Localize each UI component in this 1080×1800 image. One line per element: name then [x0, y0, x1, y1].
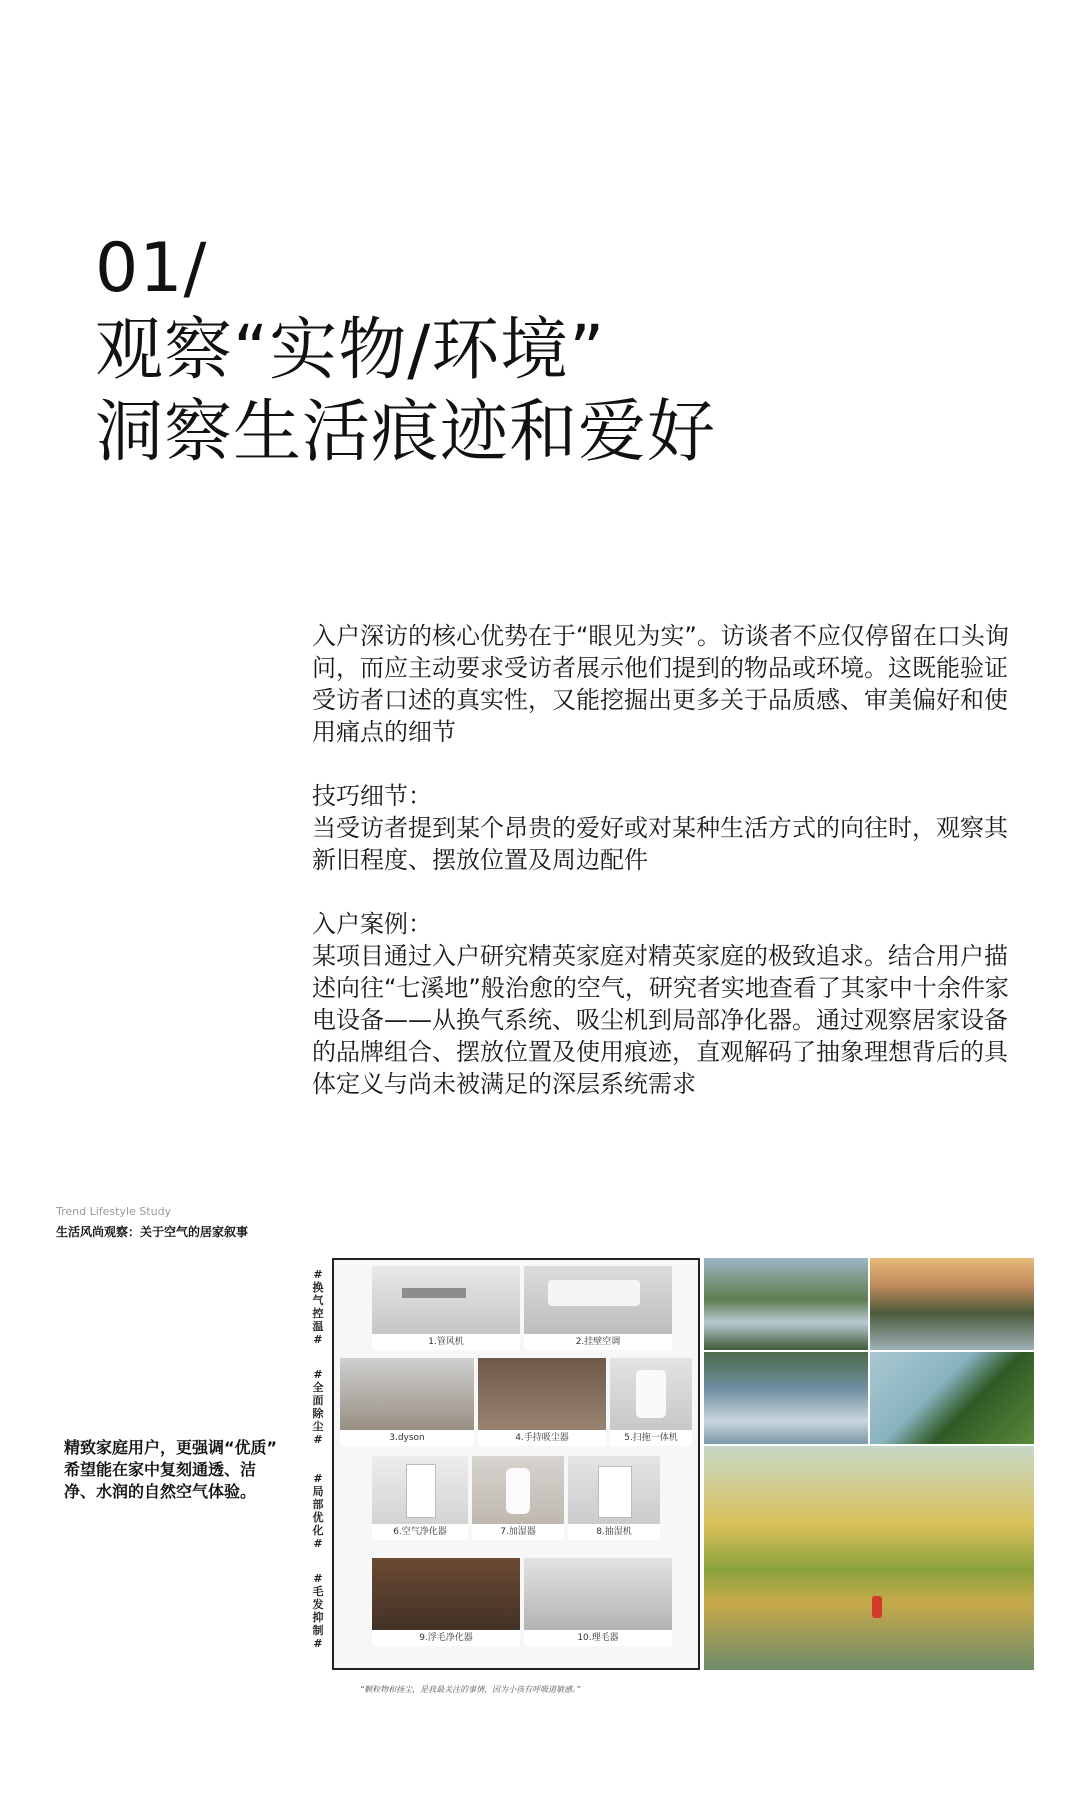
device-label: 2.挂壁空调	[524, 1334, 672, 1350]
section-number: 01/	[95, 229, 208, 308]
study-label-en: Trend Lifestyle Study	[56, 1205, 172, 1218]
nature-photo-green-island	[870, 1352, 1034, 1444]
user-callout	[64, 1437, 304, 1503]
device-photo-duct-fan	[372, 1266, 520, 1350]
device-label: 4.手持吸尘器	[478, 1430, 606, 1446]
hero-title	[95, 228, 716, 474]
intro-paragraph: 入户深访的核心优势在于“眼见为实”。访谈者不应仅停留在口头询问，而应主动要求受访者展示他们提到的物品或环境。这既能验证受访者口述的真实性，又能挖掘出更多关于品质感、审美偏好和使用痛点的细节	[312, 622, 1009, 746]
nature-photo-mountain-sunset	[870, 1258, 1034, 1350]
device-photo-mop-robot	[610, 1358, 692, 1446]
device-photo-dehumidifier	[568, 1456, 660, 1540]
category-label-dust: #全面除尘#	[312, 1368, 324, 1446]
user-quote: “颗粒物和扬尘，是我最关注的事情，因为小孩有呼吸道敏感。”	[360, 1685, 581, 1694]
nature-photo-misty-river	[704, 1258, 868, 1350]
tips-heading: 技巧细节：	[312, 782, 432, 810]
body-text	[312, 620, 1022, 1132]
category-label-ventilation: #换气控温#	[312, 1268, 324, 1346]
device-photo-humidifier	[472, 1456, 564, 1540]
title-line-2: 洞察生活痕迹和爱好	[95, 393, 717, 472]
device-label: 9.浮毛净化器	[372, 1630, 520, 1646]
device-collage	[332, 1258, 700, 1670]
device-photo-wall-ac	[524, 1266, 672, 1350]
nature-photo-lake	[704, 1352, 868, 1444]
nature-photo-autumn-stream	[704, 1446, 1034, 1670]
device-label: 3.dyson	[340, 1430, 474, 1446]
device-label: 5.扫拖一体机	[610, 1430, 692, 1446]
device-photo-pet-groomer	[524, 1558, 672, 1646]
title-line-1: 观察“实物/环境”	[95, 311, 606, 390]
device-photo-air-purifier	[372, 1456, 468, 1540]
category-label-local: #局部优化#	[312, 1472, 324, 1550]
device-label: 10.理毛器	[524, 1630, 672, 1646]
device-photo-dyson	[340, 1358, 474, 1446]
device-label: 8.抽湿机	[568, 1524, 660, 1540]
case-heading: 入户案例：	[312, 910, 432, 938]
study-label-cn: 生活风尚观察：关于空气的居家叙事	[56, 1225, 249, 1239]
category-label-hair: #毛发抑制#	[312, 1572, 324, 1650]
callout-line: 净、水润的自然空气体验。	[64, 1482, 257, 1501]
callout-line: 希望能在家中复刻通透、洁	[64, 1460, 257, 1479]
device-label: 1.管风机	[372, 1334, 520, 1350]
callout-line: 精致家庭用户，更强调“优质”	[64, 1438, 278, 1457]
case-text: 某项目通过入户研究精英家庭对精英家庭的极致追求。结合用户描述向往“七溪地”般治愈的空气，研究者实地查看了其家中十余件家电设备——从换气系统、吸尘机到局部净化器。通过观察居家设备的品牌组合、摆放位置及使用痕迹，直观解码了抽象理想背后的具体定义与尚未被满足的深层系统需求	[312, 942, 1009, 1098]
device-label: 7.加湿器	[472, 1524, 564, 1540]
device-photo-handheld-vacuum	[478, 1358, 606, 1446]
device-photo-fur-purifier	[372, 1558, 520, 1646]
tips-text: 当受访者提到某个昂贵的爱好或对某种生活方式的向往时，观察其新旧程度、摆放位置及周边配件	[312, 814, 1008, 874]
device-label: 6.空气净化器	[372, 1524, 468, 1540]
